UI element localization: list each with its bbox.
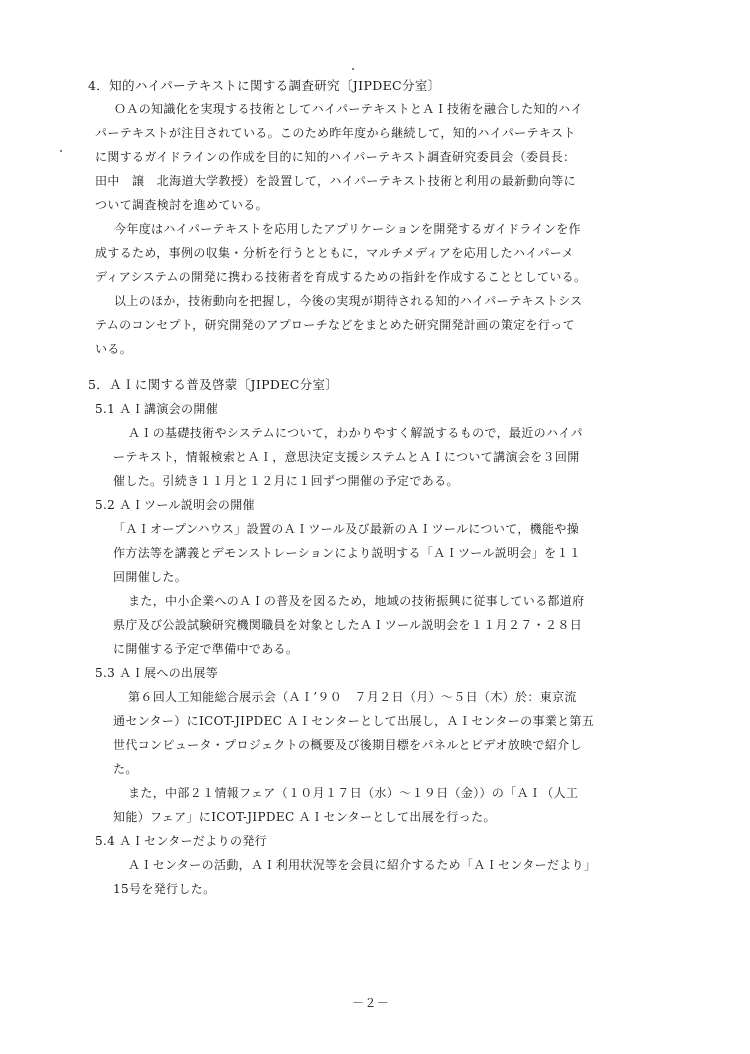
text-line: ＡＩセンターの活動，ＡＩ利用状況等を会員に紹介するため「ＡＩセンターだより」 (128, 858, 597, 872)
subsection-5-3-heading: 5.3 ＡＩ展への出展等 (95, 666, 219, 680)
text-line: ついて調査検討を進めている。 (95, 198, 268, 212)
scan-speck (60, 150, 62, 152)
text-line: 今年度はハイパーテキストを応用したアプリケーションを開発するガイドラインを作 (114, 222, 581, 236)
text-line: ーテキスト，情報検索とＡＩ，意思決定支援システムとＡＩについて講演会を３回開 (113, 450, 580, 464)
page-number: －２－ (352, 996, 390, 1010)
text-line: 通センター）にICOT-JIPDEC ＡＩセンターとして出展し，ＡＩセンターの事業と第五 (113, 714, 595, 728)
text-line: た。 (113, 762, 138, 776)
text-line: また，中部２１情報フェア（１０月１７日（水）～１９日（金））の「ＡＩ（人工 (128, 786, 579, 800)
subsection-5-2-heading: 5.2 ＡＩツール説明会の開催 (95, 498, 255, 512)
text-line: 県庁及び公設試験研究機関職員を対象としたＡＩツール説明会を１１月２７・２８日 (113, 618, 583, 632)
text-line: 「ＡＩオープンハウス」設置のＡＩツール及び最新のＡＩツールについて，機能や操 (113, 522, 580, 536)
text-line: 第６回人工知能総合展示会（ＡＩ’９０ ７月２日（月）～５日（木）於：東京流 (128, 690, 577, 704)
section-4-heading: 4．知的ハイパーテキストに関する調査研究〔JIPDEC分室〕 (88, 78, 441, 93)
text-line: に開催する予定で準備中である。 (113, 642, 299, 656)
text-line: ＯＡの知識化を実現する技術としてハイパーテキストとＡＩ技術を融合した知的ハイ (114, 102, 583, 116)
text-line: いる。 (95, 342, 133, 356)
text-line: テムのコンセプト，研究開発のアプローチなどをまとめた研究開発計画の策定を行って (95, 318, 575, 332)
text-line: パーテキストが注目されている。このため昨年度から継続して，知的ハイパーテキスト (95, 126, 576, 140)
text-line: 田中 譲 北海道大学教授）を設置して，ハイパーテキスト技術と利用の最新動向等に (95, 174, 576, 188)
text-line: 世代コンピュータ・プロジェクトの概要及び後期目標をパネルとビデオ放映で紹介し (113, 738, 582, 752)
text-line: 催した。引続き１１月と１２月に１回ずつ開催の予定である。 (113, 474, 459, 488)
text-line: 知能）フェア」にICOT-JIPDEC ＡＩセンターとして出展を行った。 (113, 810, 496, 824)
text-line: 15号を発行した。 (113, 882, 216, 896)
text-line: また，中小企業へのＡＩの普及を図るため，地域の技術振興に従事している都道府 (128, 594, 585, 608)
text-line: に関するガイドラインの作成を目的に知的ハイパーテキスト調査研究委員会（委員長： (95, 150, 576, 164)
scan-speck (352, 68, 354, 70)
text-line: 回開催した。 (113, 570, 188, 584)
text-line: 作方法等を講義とデモンストレーションにより説明する「ＡＩツール説明会」を１１ (113, 546, 582, 560)
text-line: ＡＩの基礎技術やシステムについて，わかりやすく解説するもので，最近のハイパ (128, 426, 583, 440)
text-line: ディアシステムの開発に携わる技術者を育成するための指針を作成することとしている。 (95, 270, 587, 284)
subsection-5-1-heading: 5.1 ＡＩ講演会の開催 (95, 402, 219, 416)
text-line: 成するため，事例の収集・分析を行うとともに，マルチメディアを応用したハイパーメ (95, 246, 574, 260)
section-5-heading: 5．ＡＩに関する普及啓蒙〔JIPDEC分室〕 (88, 377, 339, 392)
subsection-5-4-heading: 5.4 ＡＩセンターだよりの発行 (95, 834, 268, 848)
text-line: 以上のほか，技術動向を把握し，今後の実現が期待される知的ハイパーテキストシス (114, 294, 583, 308)
